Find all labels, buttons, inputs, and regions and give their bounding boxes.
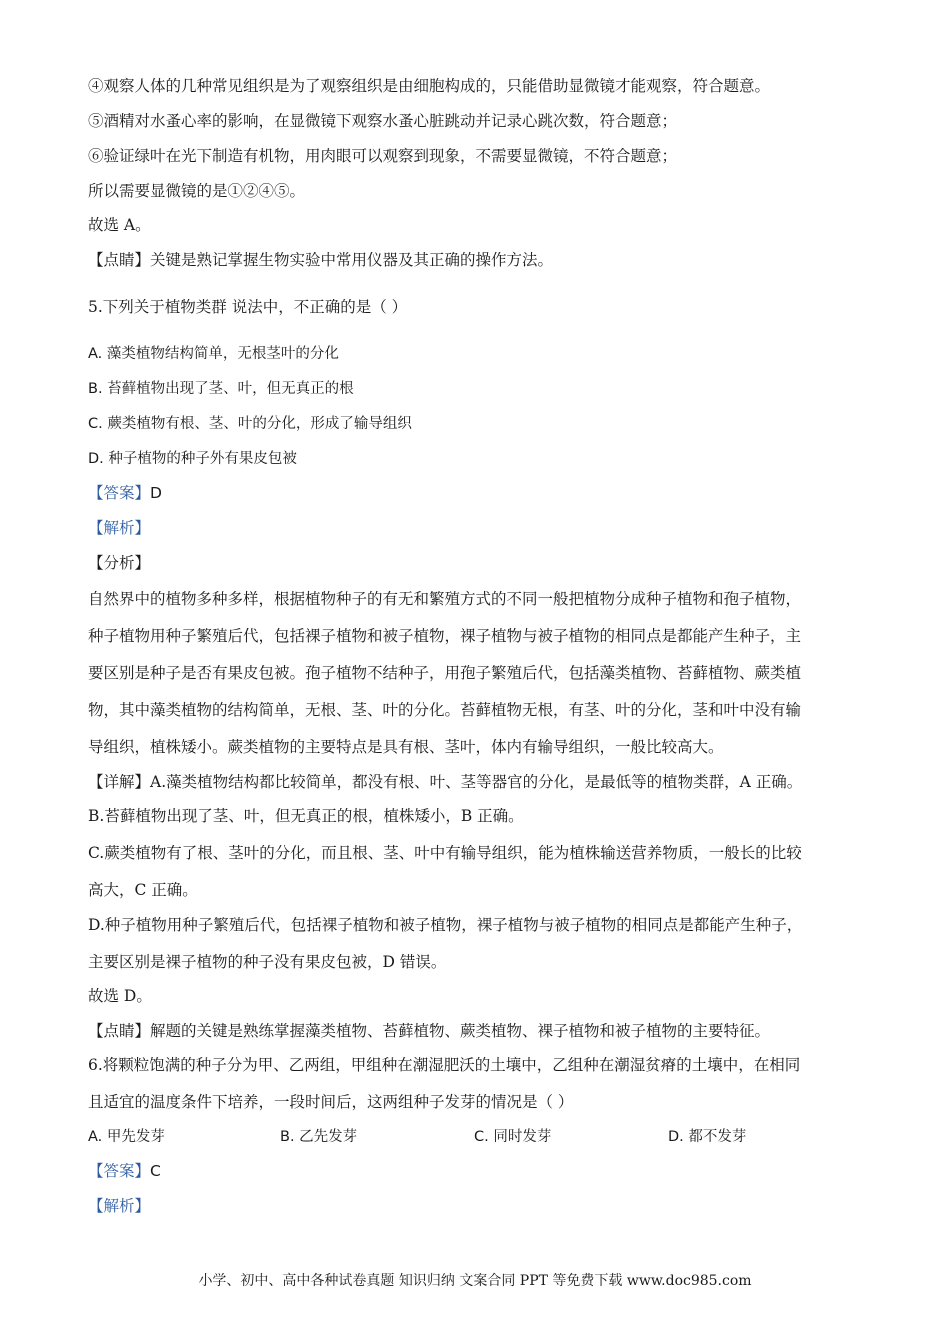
analysis-line: 导组织，植株矮小。蕨类植物的主要特点是具有根、茎叶，体内有输导组织，一般比较高大。 <box>88 738 724 756</box>
dianjing-tag: 【点睛】 <box>88 1022 151 1040</box>
answer-value: C <box>150 1162 161 1180</box>
answer-value: D <box>150 484 162 502</box>
text-line: ⑥验证绿叶在光下制造有机物，用肉眼可以观察到现象，不需要显微镜，不符合题意； <box>88 147 678 165</box>
page-footer: 小学、初中、高中各种试卷真题 知识归纳 文案合同 PPT 等免费下载 www.doc985.com <box>198 1273 752 1289</box>
detail-text: A.藻类植物结构都比较简单，都没有根、叶、茎等器官的分化，是最低等的植物类群，A 正确。 <box>150 773 803 791</box>
analysis-line: 物，其中藻类植物的结构简单，无根、茎、叶的分化。苔藓植物无根，有茎、叶的分化，茎和叶中没有输 <box>88 701 802 719</box>
question-6-option-a: A. 甲先发芽 <box>88 1129 165 1145</box>
detail-line: 高大，C 正确。 <box>88 881 198 899</box>
jiexi-heading: 【解析】 <box>88 1197 151 1215</box>
dianjing-text: 解题的关键是熟练掌握藻类植物、苔藓植物、蕨类植物、裸子植物和被子植物的主要特征。 <box>150 1022 771 1040</box>
detail-line: B.苔藓植物出现了茎、叶，但无真正的根，植株矮小，B 正确。 <box>88 807 524 825</box>
analysis-line: 种子植物用种子繁殖后代，包括裸子植物和被子植物，裸子植物与被子植物的相同点是都能产生种子，主 <box>88 627 802 645</box>
answer-tag: 【答案】 <box>88 484 151 502</box>
question-6-answer <box>88 1161 862 1181</box>
question-5-stem: 5.下列关于植物类群 说法中，不正确的是（ ） <box>88 298 408 316</box>
choose-line: 故选 D。 <box>88 987 152 1005</box>
text-line: ④观察人体的几种常见组织是为了观察组织是由细胞构成的，只能借助显微镜才能观察，符合题意。 <box>88 77 771 95</box>
question-6-option-d: D. 都不发芽 <box>668 1129 747 1145</box>
detail-line: D.种子植物用种子繁殖后代，包括裸子植物和被子植物，裸子植物与被子植物的相同点是都能产生种子， <box>88 916 803 934</box>
dianjing-line <box>88 250 862 270</box>
jiexi-heading: 【解析】 <box>88 519 151 537</box>
question-5-answer <box>88 483 862 503</box>
question-5-option-b: B. 苔藓植物出现了茎、叶，但无真正的根 <box>88 381 354 397</box>
dianjing-tag: 【点睛】 <box>88 251 151 269</box>
dianjing-line <box>88 1021 862 1041</box>
answer-tag: 【答案】 <box>88 1162 151 1180</box>
fenxi-heading: 【分析】 <box>88 554 151 572</box>
detail-line <box>88 772 862 792</box>
question-6-option-c: C. 同时发芽 <box>474 1129 552 1145</box>
question-6-stem: 且适宜的温度条件下培养，一段时间后，这两组种子发芽的情况是（ ） <box>88 1093 574 1111</box>
analysis-line: 自然界中的植物多种多样，根据植物种子的有无和繁殖方式的不同一般把植物分成种子植物和孢子植物， <box>88 590 802 608</box>
text-line: 所以需要显微镜的是①②④⑤。 <box>88 182 306 200</box>
detail-tag: 【详解】 <box>88 773 151 791</box>
question-5-option-a: A. 藻类植物结构简单，无根茎叶的分化 <box>88 346 339 362</box>
question-6-stem: 6.将颗粒饱满的种子分为甲、乙两组，甲组种在潮湿肥沃的土壤中，乙组种在潮湿贫瘠的土壤中，在相同 <box>88 1056 801 1074</box>
detail-line: 主要区别是裸子植物的种子没有果皮包被，D 错误。 <box>88 953 447 971</box>
text-line: 故选 A。 <box>88 216 151 234</box>
dianjing-text: 关键是熟记掌握生物实验中常用仪器及其正确的操作方法。 <box>150 251 554 269</box>
question-6-option-b: B. 乙先发芽 <box>280 1129 358 1145</box>
detail-line: C.蕨类植物有了根、茎叶的分化，而且根、茎、叶中有输导组织，能为植株输送营养物质，一般长的比较 <box>88 844 802 862</box>
question-5-option-d: D. 种子植物的种子外有果皮包被 <box>88 451 297 467</box>
question-5-option-c: C. 蕨类植物有根、茎、叶的分化，形成了输导组织 <box>88 416 412 432</box>
analysis-line: 要区别是种子是否有果皮包被。孢子植物不结种子，用孢子繁殖后代，包括藻类植物、苔藓植物、蕨类植 <box>88 664 802 682</box>
text-line: ⑤酒精对水蚤心率的影响，在显微镜下观察水蚤心脏跳动并记录心跳次数，符合题意； <box>88 112 678 130</box>
